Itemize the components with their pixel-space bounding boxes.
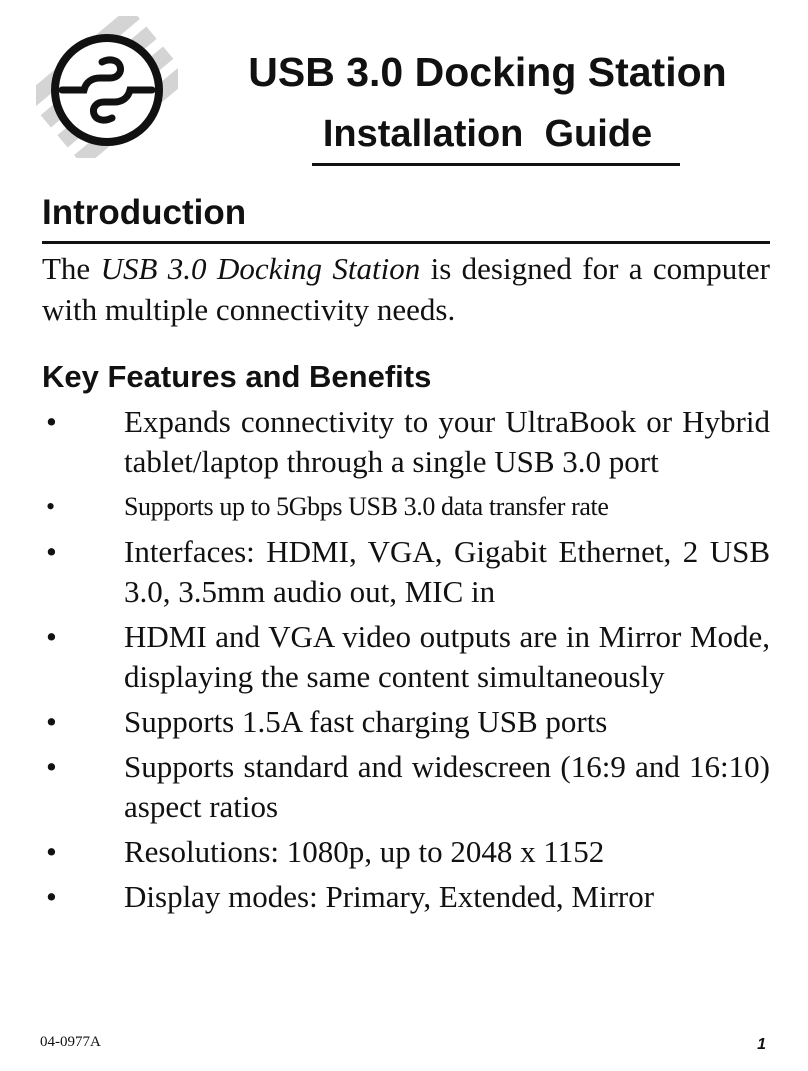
siig-logo-icon (36, 16, 178, 158)
key-features-heading: Key Features and Benefits (42, 359, 432, 394)
document-subtitle: Installation Guide (322, 113, 653, 155)
feature-text: Resolutions: 1080p, up to 2048 x 1152 (124, 834, 605, 869)
feature-item (42, 617, 770, 697)
bullet-icon: • (46, 534, 57, 569)
intro-product-name: USB 3.0 Docking Station (100, 251, 421, 286)
bullet-icon: • (46, 404, 57, 439)
bullet-icon: • (46, 704, 57, 739)
brand-logo (36, 16, 178, 158)
feature-item (42, 832, 770, 872)
introduction-rule (42, 241, 770, 244)
introduction-heading: Introduction (42, 193, 247, 232)
feature-text: Supports up to 5Gbps USB 3.0 data transfer rate (124, 492, 609, 521)
feature-item (42, 702, 770, 742)
feature-item (42, 532, 770, 612)
bullet-icon: • (46, 492, 55, 521)
bullet-icon: • (46, 834, 57, 869)
feature-item (42, 877, 770, 917)
subtitle-underline (312, 163, 680, 166)
intro-text-after: is designed for a computer with multiple connectivity needs. (42, 251, 770, 327)
document-code: 04-0977A (40, 1034, 101, 1050)
feature-text: Interfaces: HDMI, VGA, Gigabit Ethernet, 2 USB 3.0, 3.5mm audio out, MIC in (124, 534, 770, 609)
feature-item (42, 487, 770, 527)
feature-item (42, 747, 770, 827)
feature-item (42, 402, 770, 482)
introduction-text (42, 248, 770, 330)
intro-text-before: The (42, 251, 101, 286)
bullet-icon: • (46, 619, 57, 654)
bullet-icon: • (46, 879, 57, 914)
feature-text: Supports 1.5A fast charging USB ports (124, 704, 608, 739)
feature-text: HDMI and VGA video outputs are in Mirror Mode, displaying the same content simultaneously (124, 619, 770, 694)
feature-text: Expands connectivity to your UltraBook or Hybrid tablet/laptop through a single USB 3.0 port (124, 404, 770, 479)
feature-list (42, 402, 770, 922)
document-title: USB 3.0 Docking Station (248, 49, 727, 95)
feature-text: Supports standard and widescreen (16:9 and 16:10) aspect ratios (124, 749, 770, 824)
page-number: 1 (757, 1036, 766, 1053)
feature-text: Display modes: Primary, Extended, Mirror (124, 879, 655, 914)
bullet-icon: • (46, 749, 57, 784)
